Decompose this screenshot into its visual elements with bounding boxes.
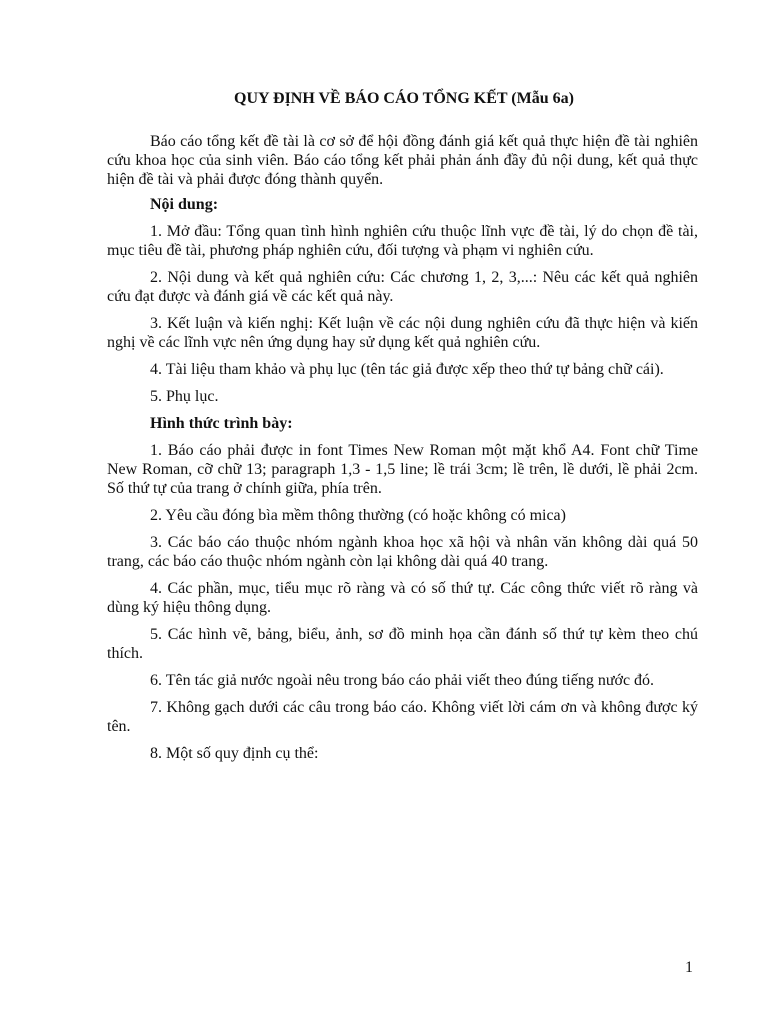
format-heading: Hình thức trình bày: xyxy=(150,415,293,432)
content-item-3: 3. Kết luận và kiến nghị: Kết luận về các nội dung nghiên cứu đã thực hiện và kiến nghị về các lĩnh vực nên ứng dụng hay sử dụng kết quả nghiên cứu. xyxy=(107,315,698,351)
format-item-8: 8. Một số quy định cụ thể: xyxy=(150,745,319,762)
content-item-1: 1. Mở đầu: Tổng quan tình hình nghiên cứu thuộc lĩnh vực đề tài, lý do chọn đề tài, mục tiêu đề tài, phương pháp nghiên cứu, đối tượng và phạm vi nghiên cứu. xyxy=(107,223,698,259)
format-item-6: 6. Tên tác giả nước ngoài nêu trong báo cáo phải viết theo đúng tiếng nước đó. xyxy=(150,672,655,689)
format-item-2: 2. Yêu cầu đóng bìa mềm thông thường (có hoặc không có mica) xyxy=(150,507,566,524)
format-item-1: 1. Báo cáo phải được in font Times New Roman một mặt khổ A4. Font chữ Time New Roman, cỡ chữ 13; paragraph 1,3 - 1,5 line; lề trái 3cm; lề trên, lề dưới, lề phải 2cm. Số thứ tự của trang ở chính giữa, phía trên. xyxy=(107,442,698,497)
document-body xyxy=(107,132,698,771)
content-item-5: 5. Phụ lục. xyxy=(150,388,219,405)
format-item-5: 5. Các hình vẽ, bảng, biểu, ảnh, sơ đồ minh họa cần đánh số thứ tự kèm theo chú thích. xyxy=(107,626,698,662)
format-item-3: 3. Các báo cáo thuộc nhóm ngành khoa học xã hội và nhân văn không dài quá 50 trang, các báo cáo thuộc nhóm ngành còn lại không dài quá 40 trang. xyxy=(107,534,698,570)
page-number: 1 xyxy=(685,959,693,976)
intro-paragraph: Báo cáo tổng kết đề tài là cơ sở để hội đồng đánh giá kết quả thực hiện đề tài nghiên cứu khoa học của sinh viên. Báo cáo tổng kết phải phản ánh đầy đủ nội dung, kết quả thực hiện đề tài và phải được đóng thành quyển. xyxy=(107,133,698,188)
format-item-7: 7. Không gạch dưới các câu trong báo cáo. Không viết lời cám ơn và không được ký tên. xyxy=(107,699,698,735)
content-item-4: 4. Tài liệu tham khảo và phụ lục (tên tác giả được xếp theo thứ tự bảng chữ cái). xyxy=(150,361,664,378)
format-item-4: 4. Các phần, mục, tiểu mục rõ ràng và có số thứ tự. Các công thức viết rõ ràng và dùng ký hiệu thông dụng. xyxy=(107,580,698,616)
page-title: QUY ĐỊNH VỀ BÁO CÁO TỔNG KẾT (Mẫu 6a) xyxy=(234,90,574,107)
content-item-2: 2. Nội dung và kết quả nghiên cứu: Các chương 1, 2, 3,...: Nêu các kết quả nghiên cứu đạt được và đánh giá về các kết quả này. xyxy=(107,269,698,305)
content-heading: Nội dung: xyxy=(150,196,219,213)
